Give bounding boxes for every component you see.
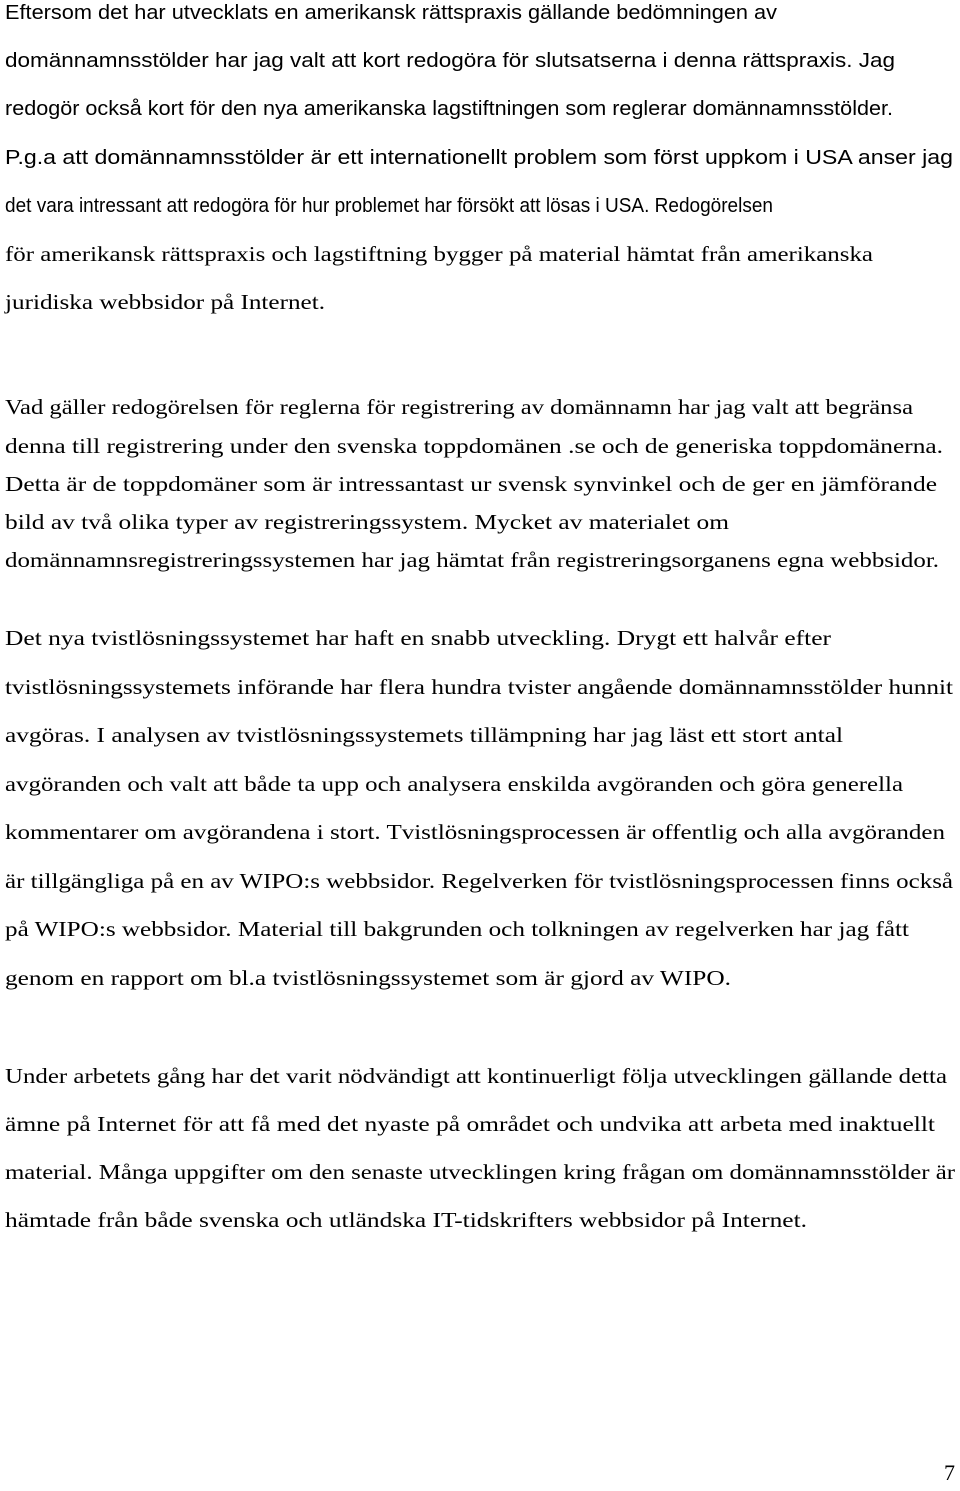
- text-line: tvistlösningssystemets införande har flera hundra tvister angående domännamnsstölder hunnit: [5, 675, 953, 699]
- text-line: Under arbetets gång har det varit nödvändigt att kontinuerligt följa utvecklingen gällande detta: [5, 1064, 947, 1088]
- text-line: material. Många uppgifter om den senaste utvecklingen kring frågan om domännamnsstölder är: [5, 1160, 956, 1184]
- text-line: domännamnsstölder har jag valt att kort redogöra för slutsatserna i denna rättspraxis. Jag: [5, 49, 896, 72]
- text-line: för amerikansk rättspraxis och lagstiftning bygger på material hämtat från amerikanska: [5, 242, 873, 266]
- text-line: Vad gäller redogörelsen för reglerna för registrering av domännamn har jag valt att begränsa: [5, 395, 913, 419]
- text-line: Detta är de toppdomäner som är intressantast ur svensk synvinkel och de ger en jämförande: [5, 472, 937, 496]
- text-line: kommentarer om avgörandena i stort. Tvistlösningsprocessen är offentlig och alla avgöranden: [5, 820, 945, 844]
- text-line: ämne på Internet för att få med det nyaste på området och undvika att arbeta med inaktuellt: [5, 1112, 935, 1136]
- text-line: det vara intressant att redogöra för hur problemet har försökt att lösas i USA. Redogörelsen: [5, 194, 773, 217]
- text-line: på WIPO:s webbsidor. Material till bakgrunden och tolkningen av regelverken har jag fått: [5, 917, 910, 941]
- text-line: domännamnsregistreringssystemen har jag hämtat från registreringsorganens egna webbsidor.: [5, 548, 939, 572]
- text-line: är tillgängliga på en av WIPO:s webbsidor. Regelverken för tvistlösningsprocessen finns också: [5, 869, 953, 893]
- text-line: redogör också kort för den nya amerikanska lagstiftningen som reglerar domännamnsstölder.: [5, 97, 893, 120]
- text-line: hämtade från både svenska och utländska IT-tidskrifters webbsidor på Internet.: [5, 1208, 807, 1232]
- text-line: avgöranden och valt att både ta upp och analysera enskilda avgöranden och göra generella: [5, 772, 903, 796]
- text-line: Det nya tvistlösningssystemet har haft en snabb utveckling. Drygt ett halvår efter: [5, 626, 831, 650]
- text-line: avgöras. I analysen av tvistlösningssystemets tillämpning har jag läst ett stort antal: [5, 723, 844, 747]
- text-line: genom en rapport om bl.a tvistlösningssystemet som är gjord av WIPO.: [5, 966, 731, 990]
- text-line: P.g.a att domännamnsstölder är ett internationellt problem som först uppkom i USA anser jag: [5, 146, 953, 169]
- text-line: juridiska webbsidor på Internet.: [5, 290, 325, 314]
- page-number: 7: [944, 1460, 955, 1485]
- text-line: denna till registrering under den svenska toppdomänen .se och de generiska toppdomänerna.: [5, 434, 943, 458]
- text-line: Eftersom det har utvecklats en amerikansk rättspraxis gällande bedömningen av: [5, 1, 777, 24]
- text-line: bild av två olika typer av registreringssystem. Mycket av materialet om: [5, 510, 729, 534]
